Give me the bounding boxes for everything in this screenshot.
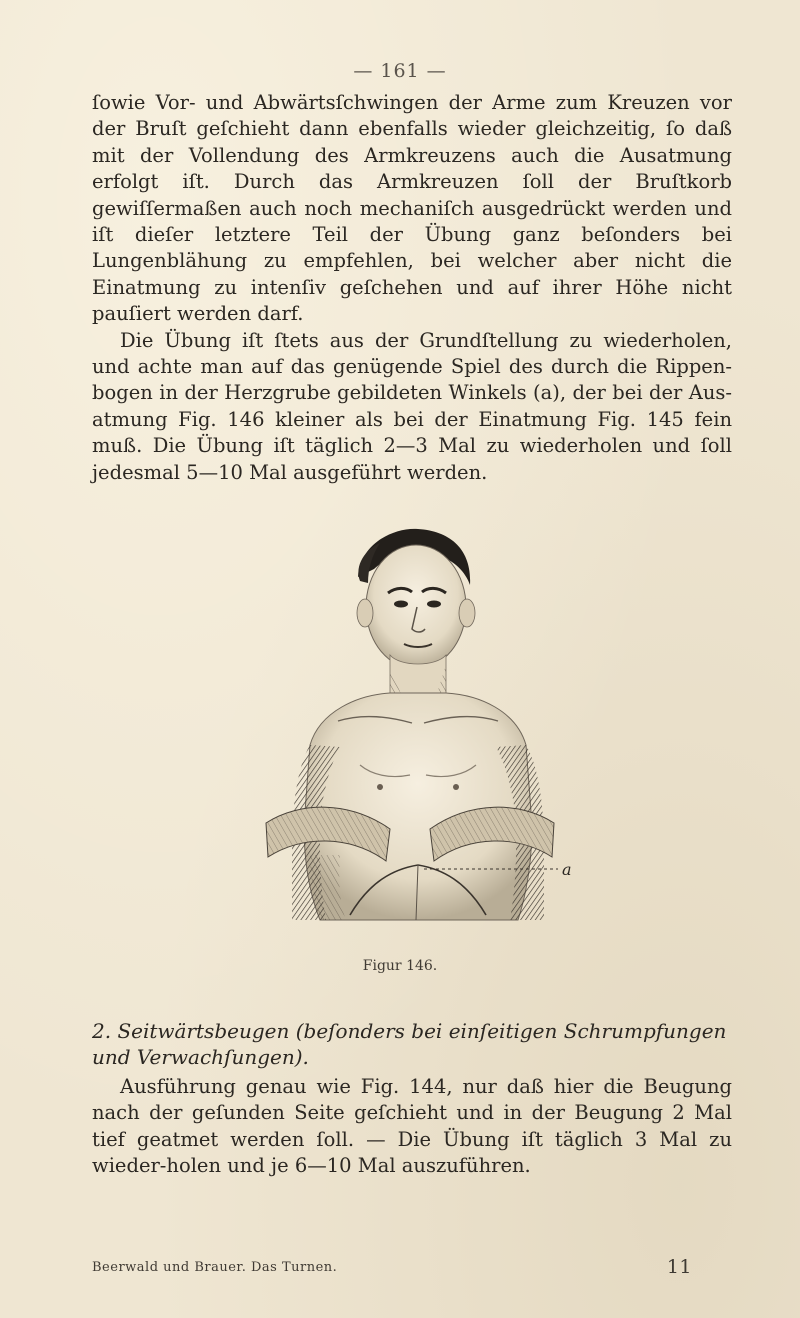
body-text-bottom: [92, 1074, 732, 1180]
paragraph-1: ſowie Vor- und Abwärtsſchwingen der Arme zum Kreuzen vor der Bruſt geſchieht dann ebenfalls wieder gleichzeitig, ſo daß mit der Vollendung des Armkreuzens auch die Ausatmung erfolgt iſt. Durch das Armkreuzen ſoll der Bruſtkorb gewiſſermaßen auch noch mechaniſch ausgedrückt werden und iſt dieſer letztere Teil der Übung ganz beſonders bei Lungenblähung zu empfehlen, bei welcher aber nicht die Einatmung zu intenſiv geſchehen und auf ihrer Höhe nicht pauſiert werden darf.: [92, 91, 732, 326]
section-heading: 2. Seitwärtsbeugen (beſonders bei einſeitigen Schrumpfungen und Verwachſungen).: [92, 1019, 727, 1070]
body-text-top: [92, 90, 732, 486]
footer-text: Beerwald und Brauer. Das Turnen.: [92, 1260, 338, 1275]
page-footer: [92, 1256, 732, 1278]
signature-number: 11: [666, 1256, 692, 1278]
torso-illustration: [240, 525, 580, 935]
paragraph-2: Die Übung iſt ſtets aus der Grundſtellung zu wiederholen, und achte man auf das genügende Spiel des durch die Rippen-bogen in der Herzgrube gebildeten Winkels (a), der bei der Aus-atmung Fig. 146 kleiner als bei der Einatmung Fig. 145 fein muß. Die Übung iſt täglich 2—3 Mal zu wiederholen und ſoll jedesmal 5—10 Mal ausgeführt werden.: [92, 328, 732, 484]
paragraph-3: Ausführung genau wie Fig. 144, nur daß hier die Beugung nach der geſunden Seite geſchieht und in der Beugung 2 Mal tief geatmet werden ſoll. — Die Übung iſt täglich 3 Mal zu wieder-holen und je 6—10 Mal auszuführen.: [92, 1075, 732, 1178]
figure-label-a: a: [562, 860, 572, 879]
figure-146: [240, 525, 580, 935]
page-number: — 161 —: [353, 60, 447, 82]
figure-caption: Figur 146.: [362, 958, 438, 974]
